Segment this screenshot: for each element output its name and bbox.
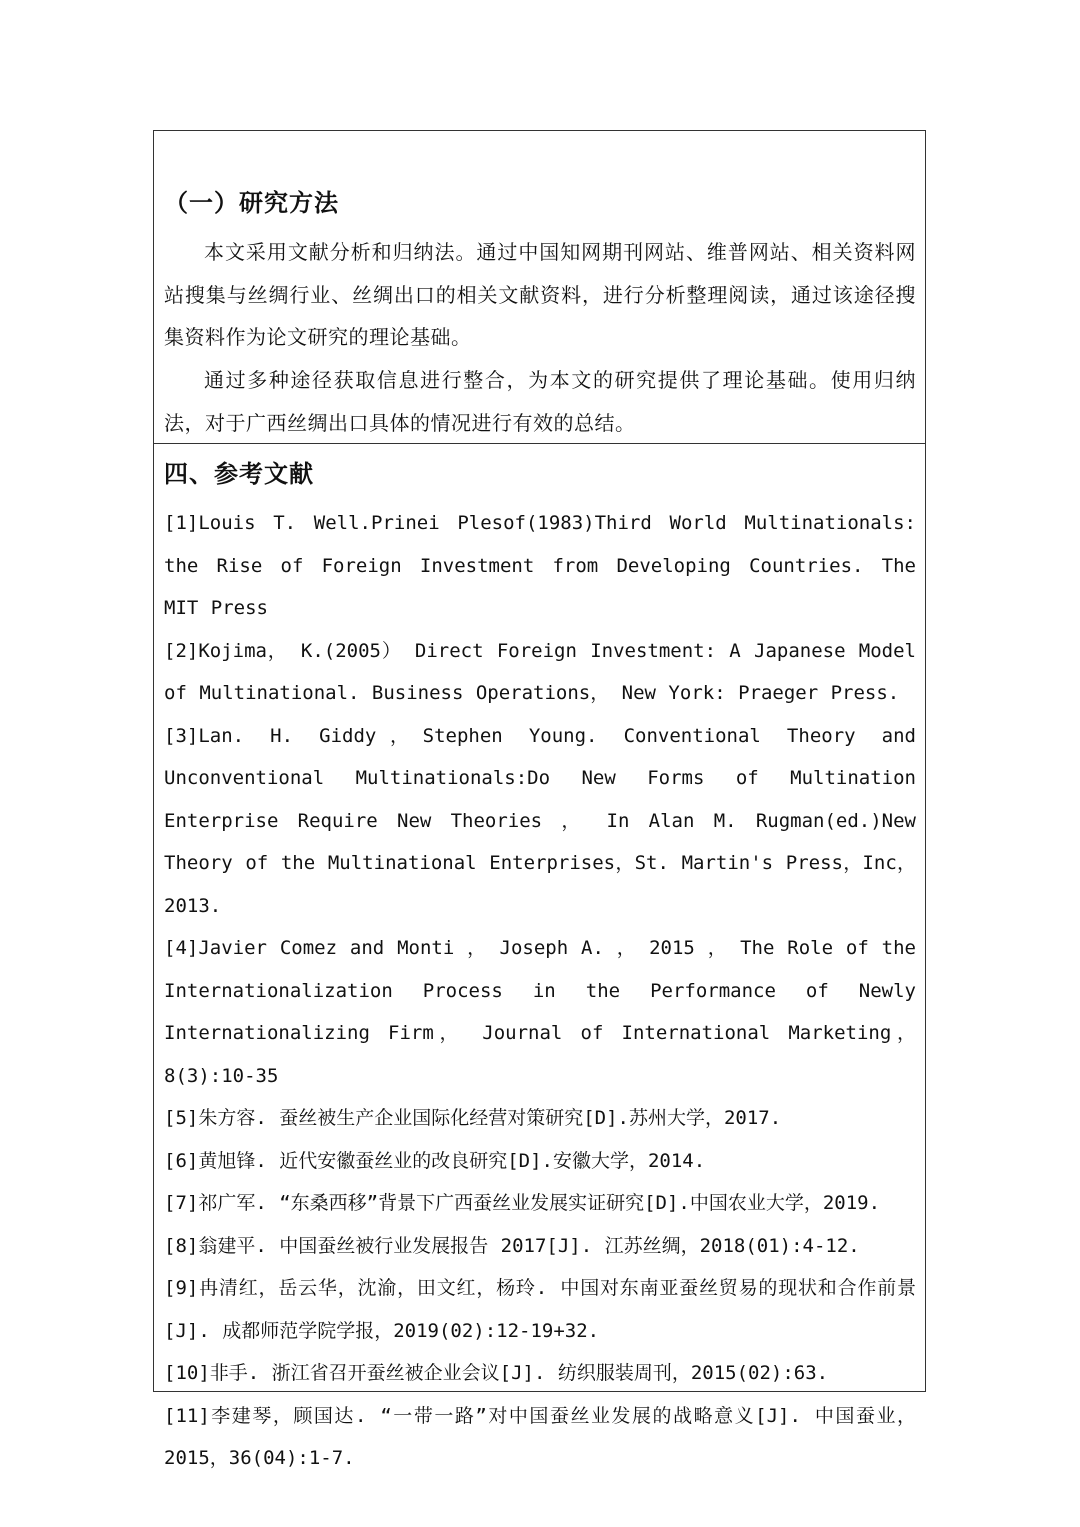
reference-item: [1]Louis T. Well.Prinei Plesof(1983)Third World Multinationals: the Rise of Foreign Investment from Developing Countries. The MIT Press	[164, 512, 916, 619]
methods-paragraph-2: 通过多种途径获取信息进行整合，为本文的研究提供了理论基础。使用归纳法，对于广西丝绸出口具体的情况进行有效的总结。	[164, 368, 916, 435]
document-table	[153, 130, 926, 1469]
reference-item: [11]李建琴，顾国达. “一带一路”对中国蚕丝业发展的战略意义[J]. 中国蚕业，2015，36(04):1-7.	[164, 1404, 916, 1469]
reference-item: [8]翁建平. 中国蚕丝被行业发展报告 2017[J]. 江苏丝绸，2018(01):4-12.	[164, 1234, 860, 1257]
reference-item: [4]Javier Comez and Monti ， Joseph A. ， 2015 ， The Role of the Internationalization Process in the Performance of Newly Internationalizing Firm， Journal of International Marketing，8(3):10-35	[164, 937, 916, 1087]
section-heading-methods: （一）研究方法	[164, 188, 339, 217]
reference-item: [5]朱方容. 蚕丝被生产企业国际化经营对策研究[D].苏州大学，2017.	[164, 1107, 782, 1129]
reference-item: [2]Kojima， K.(2005） Direct Foreign Investment: A Japanese Model of Multinational. Business Operations， New York: Praeger Press.	[164, 639, 916, 704]
research-methods-cell	[154, 131, 925, 444]
reference-item: [10]非手. 浙江省召开蚕丝被企业会议[J]. 纺织服装周刊，2015(02):63.	[164, 1362, 829, 1384]
methods-paragraph-1: 本文采用文献分析和归纳法。通过中国知网期刊网站、维普网站、相关资料网站搜集与丝绸行业、丝绸出口的相关文献资料，进行分析整理阅读，通过该途径搜集资料作为论文研究的理论基础。	[164, 240, 916, 349]
section-heading-references: 四、参考文献	[164, 459, 314, 488]
reference-item: [9]冉清红，岳云华，沈渝，田文红，杨玲. 中国对东南亚蚕丝贸易的现状和合作前景[J]. 成都师范学院学报，2019(02):12-19+32.	[164, 1277, 916, 1342]
reference-item: [7]祁广军. “东桑西移”背景下广西蚕丝业发展实证研究[D].中国农业大学，2019.	[164, 1192, 881, 1214]
reference-item: [3]Lan. H. Giddy，Stephen Young. Conventional Theory and Unconventional Multinationals:Do New Forms of Multination Enterprise Require New Theories ， In Alan M. Rugman(ed.)New Theory of the Multinational Enterprises，St. Martin's Press，Inc，2013.	[164, 724, 916, 917]
references-cell	[154, 444, 925, 1469]
reference-list	[164, 502, 916, 1480]
reference-item: [6]黄旭锋. 近代安徽蚕丝业的改良研究[D].安徽大学，2014.	[164, 1149, 706, 1172]
